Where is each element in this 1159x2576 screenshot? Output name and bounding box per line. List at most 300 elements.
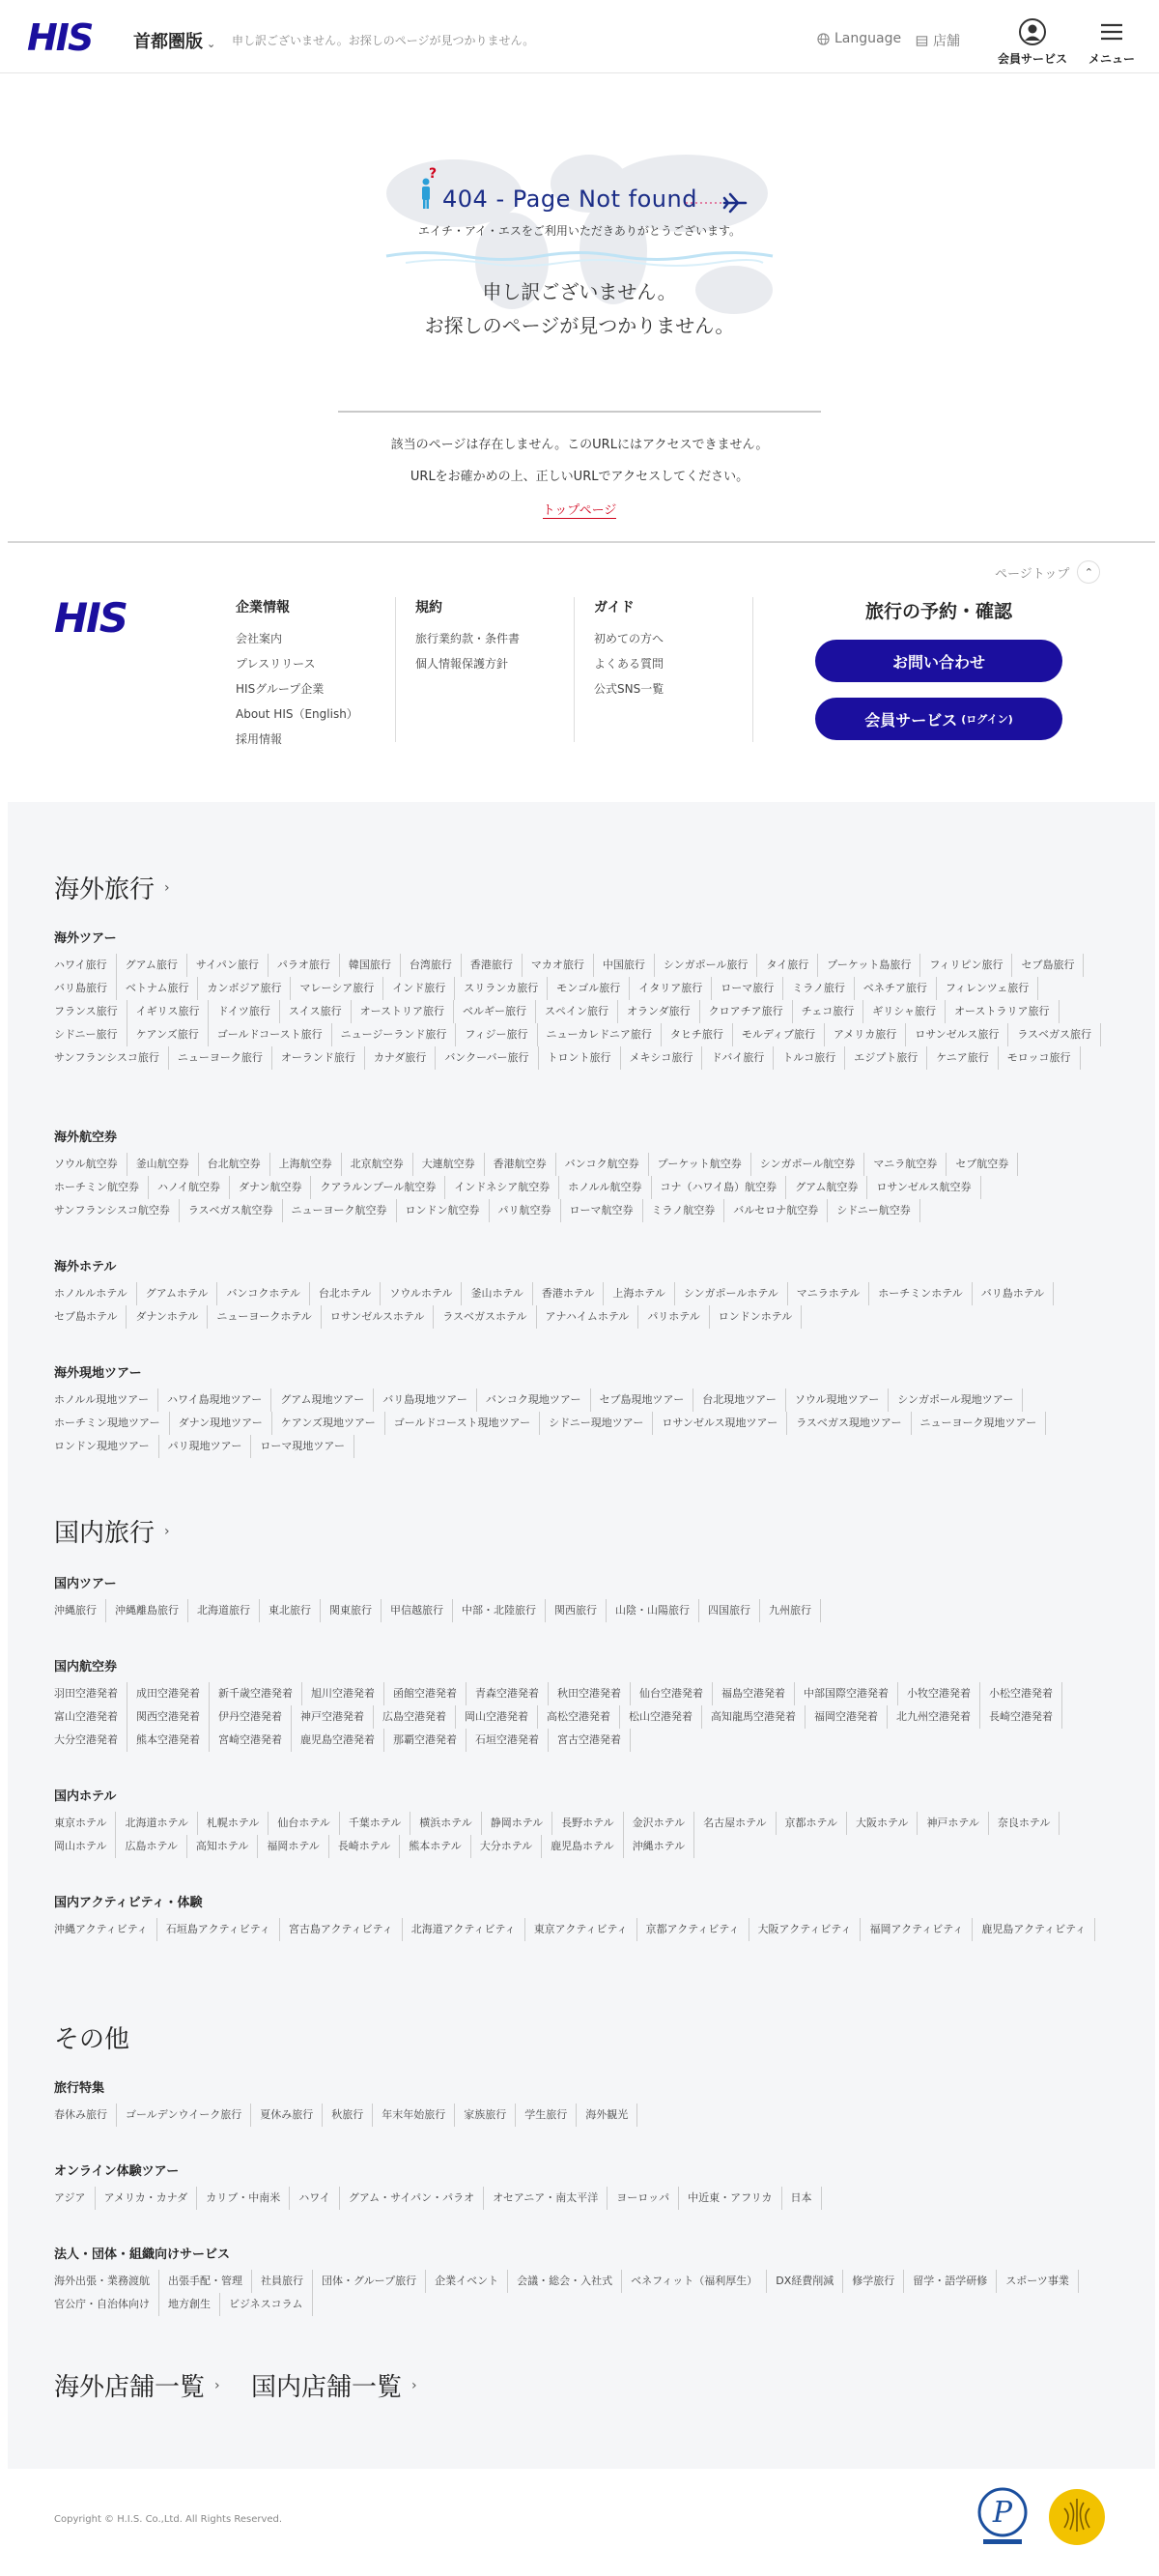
sitemap-link[interactable]: 成田空港発着 [136,1682,210,1705]
sitemap-link[interactable]: ケニア旅行 [936,1046,999,1070]
sitemap-link[interactable]: チェコ旅行 [802,1000,864,1023]
section-title-text: 海外旅行 [54,875,155,904]
group-overseas-local-tours [54,1362,1117,1458]
sitemap-link[interactable]: ソウル航空券 [54,1153,127,1176]
page-top-button[interactable] [995,560,1100,584]
his-logo[interactable] [27,17,120,56]
sitemap-link[interactable]: ロンドンホテル [719,1305,802,1329]
sitemap-link[interactable]: ラスベガス航空券 [188,1199,283,1222]
chevron-right-icon: › [411,2377,417,2393]
sitemap-link[interactable]: 上海ホテル [612,1282,674,1305]
sitemap-link[interactable]: クアラルンプール航空券 [320,1176,445,1199]
sitemap-link[interactable]: マニラ航空券 [873,1153,947,1176]
sitemap-link[interactable]: プーケット航空券 [658,1153,751,1176]
sitemap-link[interactable]: 日本 [791,2187,822,2210]
privacy-mark-badge[interactable] [975,2485,1030,2547]
sitemap-link[interactable]: ロンドン航空券 [406,1199,490,1222]
sitemap-link[interactable]: 中部国際空港発着 [804,1682,898,1705]
sitemap-link[interactable]: ラスベガス現地ツアー [796,1412,911,1435]
sitemap-link[interactable]: 香港ホテル [542,1282,604,1305]
sitemap-link[interactable]: ダナン航空券 [239,1176,311,1199]
sitemap-link[interactable]: インドネシア航空券 [454,1176,559,1199]
sitemap-link[interactable]: 沖縄アクティビティ [54,1918,157,1941]
sitemap-link[interactable]: 神戸ホテル [926,1812,988,1835]
sitemap-link[interactable]: シンガポール旅行 [664,954,758,977]
footer-column-company [236,597,395,746]
user-icon [1018,17,1047,46]
svg-text:HIS: HIS [54,595,127,638]
sitemap-link[interactable]: 官公庁・自治体向け [54,2293,159,2316]
sitemap-link[interactable]: ラスベガスホテル [442,1305,536,1329]
sitemap-link[interactable]: ミラノ航空券 [652,1199,725,1222]
sitemap-link[interactable]: ホーチミンホテル [878,1282,972,1305]
sitemap-link[interactable]: 山陰・山陽旅行 [615,1599,699,1622]
sitemap-link[interactable]: ローマ現地ツアー [260,1435,354,1458]
sitemap-link[interactable]: 春休み旅行 [54,2104,117,2127]
member-login-label: 会員サービス [864,710,958,730]
sitemap-link[interactable]: ホノルル現地ツアー [54,1388,158,1412]
sitemap-link[interactable]: 奈良ホテル [998,1812,1060,1835]
store-link[interactable] [916,31,960,50]
sitemap-link[interactable]: 甲信越旅行 [390,1599,453,1622]
sitemap-link[interactable]: 釜山航空券 [136,1153,199,1176]
sitemap-link[interactable]: 千葉ホテル [349,1812,410,1835]
sitemap-link[interactable]: ホーチミン航空券 [54,1176,149,1199]
sitemap-link[interactable]: 熊本ホテル [409,1835,470,1858]
sitemap-link[interactable]: シドニー旅行 [54,1023,127,1046]
sitemap-link[interactable]: モンゴル旅行 [556,977,630,1000]
sitemap-link[interactable]: 伊丹空港発着 [218,1705,292,1729]
sitemap-link[interactable]: ホノルル航空券 [568,1176,651,1199]
sitemap-link[interactable]: ゴールデンウイーク旅行 [126,2104,251,2127]
sitemap-link[interactable]: カナダ旅行 [374,1046,436,1070]
footer-link[interactable]: HISグループ企業 [236,682,325,696]
sitemap-link[interactable]: 旭川空港発着 [311,1682,384,1705]
sitemap-link[interactable]: ベルギー旅行 [463,1000,536,1023]
sitemap-link[interactable]: 香港旅行 [470,954,523,977]
sitemap-link[interactable]: 仙台空港発着 [639,1682,713,1705]
sitemap-link[interactable]: カリブ・中南米 [206,2187,290,2210]
sitemap-link[interactable]: パリホテル [647,1305,709,1329]
footer-link[interactable]: 個人情報保護方針 [415,657,509,671]
sitemap-link[interactable]: ホノルルホテル [54,1282,137,1305]
sitemap-link[interactable]: シドニー航空券 [836,1199,920,1222]
sitemap-link[interactable]: ハワイ旅行 [54,954,117,977]
sitemap-link[interactable]: スリランカ旅行 [464,977,548,1000]
sitemap-link[interactable]: 沖縄ホテル [633,1835,694,1858]
member-label: 会員サービス [997,52,1067,66]
footer-link[interactable]: 旅行業約款・条件書 [415,632,521,645]
sitemap-link[interactable]: サンフランシスコ旅行 [54,1046,169,1070]
sitemap-link[interactable]: 学生旅行 [524,2104,577,2127]
group-title: 国内アクティビティ・体験 [54,1896,203,1910]
sitemap-link[interactable]: ソウルホテル [389,1282,462,1305]
sitemap-link[interactable]: ロサンゼルスホテル [330,1305,435,1329]
sitemap-link[interactable]: 宮崎空港発着 [218,1729,292,1752]
sitemap-link[interactable]: グアム・サイパン・パラオ [349,2187,484,2210]
sitemap-link[interactable]: フィジー旅行 [465,1023,537,1046]
sitemap-link[interactable]: アナハイムホテル [546,1305,639,1329]
contact-button[interactable] [815,640,1062,682]
sitemap-link[interactable]: 鹿児島ホテル [551,1835,623,1858]
sitemap-link[interactable]: 羽田空港発着 [54,1682,127,1705]
sitemap-link[interactable]: イタリア旅行 [638,977,712,1000]
sitemap-link[interactable]: 四国旅行 [708,1599,760,1622]
sitemap-link[interactable]: 福岡アクティビティ [869,1918,973,1941]
sitemap-link[interactable]: 中部・北陸旅行 [462,1599,546,1622]
chevron-down-icon: ⌄ [207,38,216,50]
sitemap-link[interactable]: 名古屋ホテル [703,1812,776,1835]
sitemap-link[interactable]: バンクーバー旅行 [444,1046,538,1070]
sitemap-link[interactable]: ハワイ [298,2187,340,2210]
sitemap-link[interactable]: 大分空港発着 [54,1729,127,1752]
sitemap-link[interactable]: 金沢ホテル [633,1812,694,1835]
sitemap-link[interactable]: セブ島ホテル [54,1305,127,1329]
sitemap-link[interactable]: マカオ旅行 [531,954,594,977]
sitemap-link[interactable]: 新千歳空港発着 [218,1682,302,1705]
sitemap-link[interactable]: 修学旅行 [852,2270,904,2293]
sitemap-link[interactable]: インド旅行 [392,977,455,1000]
group-features [54,2077,1117,2127]
sitemap-link[interactable]: マニラホテル [797,1282,869,1305]
footer-link[interactable]: よくある質問 [594,657,664,671]
sitemap-link[interactable]: 福岡ホテル [267,1835,328,1858]
chevron-right-icon: › [214,2377,220,2393]
sitemap-link[interactable]: ハノイ航空券 [157,1176,230,1199]
link-list [54,1388,1117,1458]
sitemap-link[interactable]: ニューヨーク旅行 [178,1046,272,1070]
sitemap-link[interactable]: 韓国旅行 [349,954,401,977]
sitemap-link[interactable]: 札幌ホテル [207,1812,269,1835]
sitemap-link[interactable]: 宮古島アクティビティ [289,1918,403,1941]
sitemap-link[interactable]: スイス旅行 [289,1000,352,1023]
sitemap-link[interactable]: 台北航空券 [208,1153,270,1176]
sitemap-link[interactable]: 富山空港発着 [54,1705,127,1729]
sitemap-link[interactable]: ソウル現地ツアー [795,1388,889,1412]
sitemap-link[interactable]: 長野ホテル [561,1812,623,1835]
svg-text:P: P [992,2496,1013,2530]
traveler-icon [417,166,442,213]
sitemap-link[interactable]: オランダ旅行 [627,1000,700,1023]
sitemap-link[interactable]: 熊本空港発着 [136,1729,210,1752]
sitemap-link[interactable]: 北京航空券 [351,1153,413,1176]
group-title: 旅行特集 [54,2081,105,2096]
sitemap-link[interactable]: ニュージーランド旅行 [341,1023,457,1046]
sitemap-link[interactable]: グアム現地ツアー [280,1388,374,1412]
sitemap-link[interactable]: ケアンズ旅行 [136,1023,209,1046]
sitemap-link[interactable]: ベトナム旅行 [126,977,198,1000]
group-title: 国内航空券 [54,1660,118,1674]
footer-link[interactable]: 初めての方へ [594,632,664,645]
sitemap-link[interactable]: オーストリア旅行 [360,1000,454,1023]
sitemap-link[interactable]: エジプト旅行 [854,1046,927,1070]
sitemap-link[interactable]: 北海道ホテル [125,1812,197,1835]
sitemap-link[interactable]: 出張手配・管理 [168,2270,252,2293]
sitemap-link[interactable]: バルセロナ航空券 [733,1199,828,1222]
sitemap-link[interactable]: 上海航空券 [279,1153,342,1176]
sitemap-link[interactable]: ロンドン現地ツアー [54,1435,159,1458]
sitemap-link[interactable]: スポーツ事業 [1005,2270,1079,2293]
sitemap-link[interactable]: 秋田空港発着 [557,1682,631,1705]
sitemap-link[interactable]: 東京アクティビティ [534,1918,637,1941]
language-link[interactable] [817,31,901,46]
group-title: 法人・団体・組織向けサービス [54,2247,231,2262]
sitemap-link[interactable]: パリ航空券 [498,1199,561,1222]
sitemap-link[interactable]: 釜山ホテル [470,1282,532,1305]
sitemap-link[interactable]: 京都ホテル [785,1812,847,1835]
sitemap-link[interactable]: 高知龍馬空港発着 [711,1705,806,1729]
sitemap-link[interactable]: タヒチ旅行 [670,1023,733,1046]
sitemap-link[interactable]: ゴールドコースト旅行 [217,1023,332,1046]
sitemap-link[interactable]: オーストラリア旅行 [954,1000,1059,1023]
sitemap-link[interactable]: ホーチミン現地ツアー [54,1412,170,1435]
svg-text:HIS: HIS [27,17,93,56]
sitemap-link[interactable]: ロサンゼルス現地ツアー [662,1412,787,1435]
sitemap-link[interactable]: ラスベガス旅行 [1017,1023,1101,1046]
sitemap-link[interactable]: 台北ホテル [319,1282,381,1305]
sitemap-link[interactable]: 福岡空港発着 [814,1705,888,1729]
section-overseas-title[interactable] [54,870,170,905]
footer-link[interactable]: 会社案内 [236,632,283,645]
error-description-line1: 該当のページは存在しません。このURLにはアクセスできません。 [390,438,769,452]
sitemap-link[interactable]: 年末年始旅行 [382,2104,455,2127]
sitemap-link[interactable]: シンガポール航空券 [760,1153,865,1176]
sitemap-link[interactable]: ダナン現地ツアー [179,1412,272,1435]
sitemap-link[interactable]: バリ島ホテル [981,1282,1054,1305]
sitemap-link[interactable]: 大阪ホテル [856,1812,918,1835]
sitemap-link[interactable]: ヨーロッパ [616,2187,679,2210]
sitemap-link[interactable]: 留学・語学研修 [913,2270,997,2293]
sitemap-link[interactable]: 地方創生 [168,2293,220,2316]
sitemap-link[interactable]: 鹿児島アクティビティ [981,1918,1095,1941]
sitemap-link[interactable]: モルディブ旅行 [742,1023,825,1046]
sitemap-link[interactable]: メキシコ旅行 [630,1046,703,1070]
sitemap-link[interactable]: 沖縄離島旅行 [115,1599,188,1622]
header-message: 申し訳ございません。お探しのページが見つかりません。 [232,34,535,47]
sitemap-link[interactable]: トロント旅行 [548,1046,621,1070]
sitemap-link[interactable]: パリ現地ツアー [168,1435,252,1458]
sitemap-link[interactable]: 石垣島アクティビティ [166,1918,280,1941]
sitemap-link[interactable]: 神戸空港発着 [300,1705,374,1729]
group-title: 海外現地ツアー [54,1366,142,1381]
sitemap-link[interactable]: スペイン旅行 [545,1000,618,1023]
sitemap-link[interactable]: グアムホテル [146,1282,218,1305]
sitemap-link[interactable]: 団体・グループ旅行 [322,2270,426,2293]
sitemap-link[interactable]: グアム航空券 [795,1176,867,1199]
sitemap-link[interactable]: 岡山空港発着 [465,1705,538,1729]
sitemap-link[interactable]: 鹿児島空港発着 [300,1729,384,1752]
sitemap-link[interactable]: ダナンホテル [135,1305,208,1329]
sitemap-link[interactable]: 京都アクティビティ [646,1918,749,1941]
sitemap-links [8,802,1155,2469]
sitemap-link[interactable]: モロッコ旅行 [1007,1046,1081,1070]
member-service-button[interactable] [995,17,1070,67]
sitemap-link[interactable]: グアム旅行 [126,954,187,977]
sitemap-link[interactable]: 広島空港発着 [382,1705,456,1729]
sitemap-link[interactable]: サンフランシスコ航空券 [54,1199,180,1222]
sitemap-link[interactable]: 仙台ホテル [277,1812,339,1835]
sitemap-link[interactable]: 企業イベント [435,2270,508,2293]
sitemap-link[interactable]: 松山空港発着 [629,1705,702,1729]
sitemap-link[interactable]: オーランド旅行 [281,1046,365,1070]
sitemap-link[interactable]: バリ島現地ツアー [382,1388,477,1412]
sitemap-link[interactable]: シンガポール現地ツアー [897,1388,1023,1412]
sitemap-link[interactable]: 石垣空港発着 [475,1729,549,1752]
sitemap-link[interactable]: バンコク現地ツアー [486,1388,591,1412]
sitemap-link[interactable]: ニューヨーク航空券 [292,1199,397,1222]
sitemap-link[interactable]: 広島ホテル [125,1835,186,1858]
sitemap-link[interactable]: 北海道旅行 [197,1599,260,1622]
sitemap-link[interactable]: バンコク航空券 [565,1153,649,1176]
sitemap-link[interactable]: 大連航空券 [422,1153,485,1176]
footer-column-title: 規約 [415,600,442,615]
sitemap-link[interactable]: ケアンズ現地ツアー [281,1412,385,1435]
sitemap-link[interactable]: 長崎空港発着 [989,1705,1062,1729]
error-subtitle: エイチ・アイ・エスをご利用いただきありがとうございます。 [418,224,741,238]
sitemap-link[interactable]: 小松空港発着 [989,1682,1062,1705]
sitemap-link[interactable]: 岡山ホテル [54,1835,116,1858]
sitemap-link[interactable]: ローマ旅行 [721,977,783,1000]
error-title: 404 - Page Not found [442,186,697,213]
sitemap-link[interactable]: ミラノ旅行 [792,977,855,1000]
sitemap-link[interactable]: シドニー現地ツアー [549,1412,653,1435]
chevron-right-icon: › [164,879,170,896]
area-selector[interactable] [133,28,215,53]
sitemap-link[interactable]: 北海道アクティビティ [411,1918,525,1941]
member-login-button[interactable] [815,698,1062,740]
sitemap-link[interactable]: 香港航空券 [494,1153,556,1176]
sitemap-link[interactable]: 北九州空港発着 [896,1705,980,1729]
sitemap-link[interactable]: ギリシャ旅行 [872,1000,946,1023]
sitemap-link[interactable]: 海外観光 [585,2104,637,2127]
sitemap-link[interactable]: 夏休み旅行 [260,2104,323,2127]
link-list [54,2270,1117,2316]
sitemap-link[interactable]: イギリス旅行 [136,1000,210,1023]
sitemap-link[interactable]: ニューヨーク現地ツアー [920,1412,1047,1435]
sitemap-link[interactable]: 静岡ホテル [491,1812,552,1835]
footer-link[interactable]: 採用情報 [236,732,283,746]
domestic-stores-link[interactable] [251,2367,417,2403]
sitemap-link[interactable]: 青森空港発着 [475,1682,549,1705]
section-title-text: 国内旅行 [54,1519,155,1548]
sitemap-link[interactable]: 九州旅行 [769,1599,821,1622]
sitemap-link[interactable]: 台湾旅行 [410,954,462,977]
sitemap-link[interactable]: ベネフィット（福利厚生） [631,2270,767,2293]
sitemap-link[interactable]: 高知ホテル [196,1835,258,1858]
top-page-link[interactable]: トップページ [542,503,617,518]
sitemap-link[interactable]: トルコ旅行 [782,1046,845,1070]
sitemap-link[interactable]: 秋旅行 [331,2104,373,2127]
group-overseas-flights [54,1127,1117,1222]
sitemap-link[interactable]: 会議・総会・入社式 [517,2270,622,2293]
sitemap-link[interactable]: バンコクホテル [226,1282,309,1305]
site-header [0,0,1159,73]
sitemap-link[interactable]: コナ（ハワイ島）航空券 [661,1176,787,1199]
sitemap-link[interactable]: 東北旅行 [269,1599,321,1622]
sitemap-link[interactable]: 高松空港発着 [547,1705,620,1729]
sitemap-link[interactable]: DX経費削減 [776,2270,843,2293]
sitemap-link[interactable]: ハワイ島現地ツアー [167,1388,271,1412]
sitemap-link[interactable]: セブ島旅行 [1021,954,1084,977]
sitemap-link[interactable]: 関西空港発着 [136,1705,210,1729]
sitemap-link[interactable]: ニューカレドニア旅行 [547,1023,662,1046]
sitemap-link[interactable]: プーケット島旅行 [827,954,920,977]
footer-link[interactable]: プレスリリース [236,657,316,671]
sitemap-link[interactable]: アジア [54,2187,96,2210]
sitemap-link[interactable]: オセアニア・南太平洋 [493,2187,608,2210]
sitemap-link[interactable]: シンガポールホテル [684,1282,788,1305]
sitemap-link[interactable]: カンボジア旅行 [207,977,291,1000]
sitemap-link[interactable]: 小牧空港発着 [907,1682,980,1705]
sitemap-link[interactable]: 函館空港発着 [393,1682,466,1705]
sitemap-link[interactable]: パラオ旅行 [277,954,340,977]
footer-link[interactable]: 公式SNS一覧 [594,682,664,696]
overseas-stores-link[interactable] [54,2367,220,2403]
sitemap-link[interactable]: 福島空港発着 [721,1682,795,1705]
sitemap-link[interactable]: 中近東・アフリカ [688,2187,781,2210]
sitemap-link[interactable]: セブ島現地ツアー [600,1388,694,1412]
chevron-right-icon: › [164,1523,170,1539]
sitemap-link[interactable]: バリ島旅行 [54,977,117,1000]
sitemap-link[interactable]: ロサンゼルス旅行 [915,1023,1008,1046]
sitemap-link[interactable]: 社員旅行 [261,2270,313,2293]
travel-association-badge[interactable] [1047,2487,1107,2547]
sitemap-link[interactable]: ロサンゼルス航空券 [876,1176,980,1199]
sitemap-link[interactable]: フィレンツェ旅行 [946,977,1038,1000]
sitemap-link[interactable]: クロアチア旅行 [709,1000,793,1023]
sitemap-link[interactable]: 東京ホテル [54,1812,116,1835]
sitemap-link[interactable]: 中国旅行 [603,954,655,977]
sitemap-link[interactable]: セブ航空券 [955,1153,1018,1176]
sitemap-link[interactable]: タイ旅行 [766,954,818,977]
sitemap-link[interactable]: サイパン旅行 [196,954,269,977]
sitemap-link[interactable]: 海外出張・業務渡航 [54,2270,159,2293]
sitemap-link[interactable]: 大分ホテル [480,1835,542,1858]
sitemap-link[interactable]: ニューヨークホテル [216,1305,321,1329]
sitemap-link[interactable]: 沖縄旅行 [54,1599,106,1622]
sitemap-link[interactable]: ベネチア旅行 [863,977,937,1000]
sitemap-link[interactable]: 関西旅行 [554,1599,607,1622]
footer-column-divider [752,597,753,742]
sitemap-link[interactable]: 関東旅行 [329,1599,382,1622]
footer-column-guide [574,597,752,742]
sitemap-link[interactable]: フィリピン旅行 [929,954,1012,977]
group-domestic-hotels [54,1786,1117,1858]
section-domestic-title[interactable] [54,1513,170,1549]
sitemap-link[interactable]: ドイツ旅行 [217,1000,279,1023]
sitemap-link[interactable]: 宮古空港発着 [557,1729,631,1752]
sitemap-link[interactable]: アメリカ旅行 [834,1023,906,1046]
sitemap-link[interactable]: 長崎ホテル [338,1835,400,1858]
menu-button[interactable] [1084,17,1140,67]
sitemap-link[interactable]: ローマ航空券 [570,1199,643,1222]
sitemap-link[interactable]: ゴールドコースト現地ツアー [394,1412,540,1435]
sitemap-link[interactable]: 横浜ホテル [419,1812,481,1835]
sitemap-link[interactable]: ドバイ旅行 [711,1046,774,1070]
sitemap-link[interactable]: マレーシア旅行 [299,977,383,1000]
sitemap-link[interactable]: 那覇空港発着 [393,1729,466,1752]
footer-his-logo[interactable] [54,595,155,638]
sitemap-link[interactable]: フランス旅行 [54,1000,127,1023]
sitemap-link[interactable]: 家族旅行 [464,2104,516,2127]
group-overseas-hotels [54,1256,1117,1329]
sitemap-link[interactable]: アメリカ・カナダ [104,2187,198,2210]
divider [338,411,821,413]
sitemap-link[interactable]: ビジネスコラム [229,2293,313,2316]
footer-link[interactable]: About HIS（English） [236,707,358,721]
sitemap-link[interactable]: 台北現地ツアー [702,1388,786,1412]
sitemap-link[interactable]: 大阪アクティビティ [758,1918,862,1941]
